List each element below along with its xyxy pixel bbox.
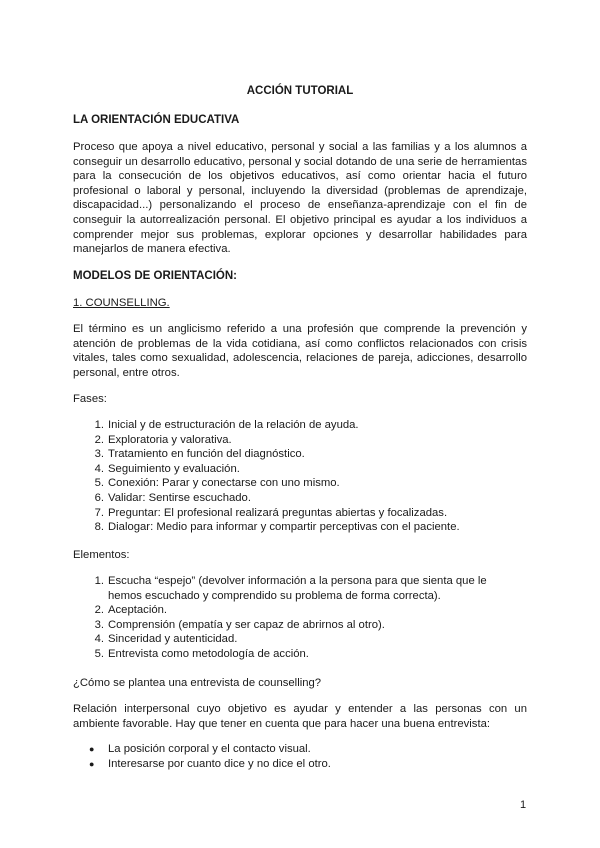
page-number: 1 bbox=[520, 799, 527, 811]
heading-orientacion-educativa: LA ORIENTACIÓN EDUCATIVA bbox=[73, 114, 240, 126]
bullet-icon: ● bbox=[89, 758, 95, 769]
elementos-label: Elementos: bbox=[73, 549, 130, 561]
list-item: 8. Dialogar: Medio para informar y compartir perceptivas con el paciente. bbox=[94, 521, 460, 534]
list-item: 1. Escucha “espejo” (devolver información a la persona para que sienta que le hemos escuchado y comprendido su problema de forma correcta). bbox=[94, 575, 487, 602]
list-item: ● La posición corporal y el contacto visual. bbox=[89, 743, 311, 755]
list-item: ● Interesarse por cuanto dice y no dice el otro. bbox=[89, 757, 331, 770]
bullet-icon: ● bbox=[89, 744, 95, 754]
counselling-answer: Relación interpersonal cuyo objetivo es ayudar y entender a las personas con un ambiente favorable. Hay que tener en cuenta que para hacer una buena entrevista: bbox=[73, 703, 527, 730]
list-item: 5. Entrevista como metodología de acción. bbox=[94, 647, 309, 660]
list-item: 3. Comprensión (empatía y ser capaz de abrirnos al otro). bbox=[94, 618, 385, 631]
list-item: 1. Inicial y de estructuración de la relación de ayuda. bbox=[94, 419, 359, 431]
fases-label: Fases: bbox=[73, 393, 107, 405]
list-item: 4. Seguimiento y evaluación. bbox=[94, 462, 240, 475]
list-item: 4. Sinceridad y autenticidad. bbox=[94, 633, 238, 646]
document-title: ACCIÓN TUTORIAL bbox=[246, 85, 354, 97]
list-item: 6. Validar: Sentirse escuchado. bbox=[94, 491, 251, 504]
counselling-question: ¿Cómo se plantea una entrevista de counselling? bbox=[73, 677, 322, 689]
bullet-list bbox=[73, 742, 493, 771]
subheading-counselling: 1. COUNSELLING. bbox=[73, 297, 170, 309]
list-item: 3. Tratamiento en función del diagnóstico. bbox=[94, 448, 305, 461]
list-item: 7. Preguntar: El profesional realizará preguntas abiertas y focalizadas. bbox=[94, 506, 448, 519]
paragraph-orientacion-educativa: Proceso que apoya a nivel educativo, personal y social a las familias y a los alumnos a conseguir un desarrollo educativo, personal y social dotando de una serie de herramientas para la consecución de los objetivos educativos, así como orientar hacia el futuro profesional o laboral y personal, incluyendo la diversidad (problemas de aprendizaje, discapacidad...) personalizando el proceso de enseñanza-aprendizaje con el fin de conseguir la autorrealización personal. El objetivo principal es ayudar a los individuos a comprender mejor sus problemas, explorar opciones y desarrollar habilidades para manejarlos de manera efectiva. bbox=[73, 141, 527, 256]
list-item: 5. Conexión: Parar y conectarse con uno mismo. bbox=[94, 477, 340, 490]
fases-list bbox=[73, 418, 493, 535]
list-item: 2. Aceptación. bbox=[94, 604, 168, 617]
elementos-list bbox=[73, 574, 493, 662]
paragraph-counselling: El término es un anglicismo referido a una profesión que comprende la prevención y atención de problemas de la vida cotidiana, así como conflictos relacionados con crisis vitales, tales como sexualidad, adolescencia, relaciones de pareja, adicciones, desarrollo personal, entre otros. bbox=[73, 323, 527, 379]
list-item: 2. Exploratoria y valorativa. bbox=[94, 433, 232, 446]
heading-modelos-orientacion: MODELOS DE ORIENTACIÓN: bbox=[73, 270, 237, 282]
